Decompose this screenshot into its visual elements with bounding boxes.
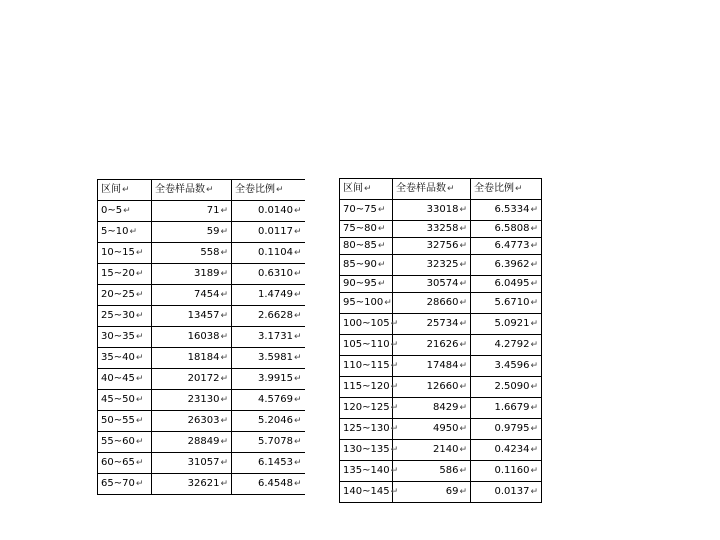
- ratio-cell: 6.5808↵: [471, 221, 542, 238]
- paragraph-mark-icon: ↵: [135, 248, 144, 258]
- paragraph-mark-icon: ↵: [293, 248, 302, 258]
- count-cell: 33258↵: [393, 221, 471, 238]
- count-cell: 4950↵: [393, 419, 471, 440]
- range-cell: 140~145↵: [340, 482, 393, 503]
- table-row: [340, 255, 542, 276]
- paragraph-mark-icon: ↵: [390, 319, 399, 329]
- range-cell: 130~135↵: [340, 440, 393, 461]
- ratio-cell: 5.0921↵: [471, 314, 542, 335]
- paragraph-mark-icon: ↵: [293, 227, 302, 237]
- paragraph-mark-icon: ↵: [459, 445, 467, 455]
- header-range: 区间↵: [340, 179, 393, 200]
- table-row: [340, 461, 542, 482]
- paragraph-mark-icon: ↵: [377, 224, 386, 234]
- header-count: 全卷样品数↵: [393, 179, 471, 200]
- ratio-cell: 0.0140↵: [232, 201, 305, 222]
- paragraph-mark-icon: ↵: [135, 374, 144, 384]
- table-row: [98, 243, 305, 264]
- paragraph-mark-icon: ↵: [459, 279, 467, 289]
- paragraph-mark-icon: ↵: [293, 311, 302, 321]
- range-cell: 75~80↵: [340, 221, 393, 238]
- paragraph-mark-icon: ↵: [220, 479, 228, 489]
- paragraph-mark-icon: ↵: [459, 260, 467, 270]
- paragraph-mark-icon: ↵: [220, 416, 228, 426]
- paragraph-mark-icon: ↵: [459, 298, 467, 308]
- count-cell: 18184↵: [152, 348, 232, 369]
- paragraph-mark-icon: ↵: [390, 424, 399, 434]
- ratio-cell: 0.1160↵: [471, 461, 542, 482]
- range-cell: 135~140↵: [340, 461, 393, 482]
- count-cell: 586↵: [393, 461, 471, 482]
- paragraph-mark-icon: ↵: [530, 445, 538, 455]
- paragraph-mark-icon: ↵: [390, 445, 399, 455]
- count-cell: 31057↵: [152, 453, 232, 474]
- table-row: [98, 327, 305, 348]
- table-row: [98, 264, 305, 285]
- paragraph-mark-icon: ↵: [530, 279, 538, 289]
- table-row: [340, 440, 542, 461]
- count-cell: 8429↵: [393, 398, 471, 419]
- paragraph-mark-icon: ↵: [220, 353, 228, 363]
- paragraph-mark-icon: ↵: [220, 248, 228, 258]
- paragraph-mark-icon: ↵: [530, 205, 538, 215]
- count-cell: 32325↵: [393, 255, 471, 276]
- count-cell: 20172↵: [152, 369, 232, 390]
- paragraph-mark-icon: ↵: [293, 353, 302, 363]
- table-row: [98, 369, 305, 390]
- table-row: [340, 377, 542, 398]
- header-ratio: 全卷比例↵: [232, 180, 305, 201]
- paragraph-mark-icon: ↵: [135, 269, 144, 279]
- ratio-cell: 2.5090↵: [471, 377, 542, 398]
- ratio-cell: 0.0137↵: [471, 482, 542, 503]
- header-row: [340, 179, 542, 200]
- paragraph-mark-icon: ↵: [515, 184, 523, 194]
- range-cell: 55~60↵: [98, 432, 152, 453]
- paragraph-mark-icon: ↵: [459, 224, 467, 234]
- paragraph-mark-icon: ↵: [384, 298, 392, 308]
- paragraph-mark-icon: ↵: [530, 340, 538, 350]
- range-cell: 40~45↵: [98, 369, 152, 390]
- count-cell: 13457↵: [152, 306, 232, 327]
- range-cell: 35~40↵: [98, 348, 152, 369]
- count-cell: 28849↵: [152, 432, 232, 453]
- paragraph-mark-icon: ↵: [129, 227, 138, 237]
- ratio-cell: 0.6310↵: [232, 264, 305, 285]
- paragraph-mark-icon: ↵: [135, 437, 144, 447]
- header-row: [98, 180, 305, 201]
- ratio-cell: 6.0495↵: [471, 276, 542, 293]
- paragraph-mark-icon: ↵: [459, 319, 467, 329]
- paragraph-mark-icon: ↵: [135, 353, 144, 363]
- paragraph-mark-icon: ↵: [459, 361, 467, 371]
- paragraph-mark-icon: ↵: [530, 466, 538, 476]
- ratio-cell: 1.4749↵: [232, 285, 305, 306]
- paragraph-mark-icon: ↵: [220, 332, 228, 342]
- ratio-cell: 0.4234↵: [471, 440, 542, 461]
- count-cell: 17484↵: [393, 356, 471, 377]
- paragraph-mark-icon: ↵: [377, 205, 386, 215]
- table-row: [98, 453, 305, 474]
- paragraph-mark-icon: ↵: [220, 437, 228, 447]
- range-cell: 100~105↵: [340, 314, 393, 335]
- ratio-cell: 3.1731↵: [232, 327, 305, 348]
- range-cell: 65~70↵: [98, 474, 152, 495]
- paragraph-mark-icon: ↵: [122, 185, 130, 195]
- paragraph-mark-icon: ↵: [530, 260, 538, 270]
- range-cell: 15~20↵: [98, 264, 152, 285]
- range-cell: 30~35↵: [98, 327, 152, 348]
- ratio-cell: 5.2046↵: [232, 411, 305, 432]
- table-row: [98, 474, 305, 495]
- paragraph-mark-icon: ↵: [135, 311, 144, 321]
- paragraph-mark-icon: ↵: [293, 479, 302, 489]
- paragraph-mark-icon: ↵: [390, 361, 399, 371]
- count-cell: 32621↵: [152, 474, 232, 495]
- paragraph-mark-icon: ↵: [220, 290, 228, 300]
- table-row: [340, 419, 542, 440]
- range-cell: 0~5↵: [98, 201, 152, 222]
- paragraph-mark-icon: ↵: [530, 424, 538, 434]
- paragraph-mark-icon: ↵: [459, 466, 467, 476]
- table-row: [98, 411, 305, 432]
- paragraph-mark-icon: ↵: [390, 487, 399, 497]
- paragraph-mark-icon: ↵: [459, 340, 467, 350]
- count-cell: 21626↵: [393, 335, 471, 356]
- table-row: [98, 432, 305, 453]
- left-data-table: [97, 179, 305, 495]
- paragraph-mark-icon: ↵: [135, 332, 144, 342]
- paragraph-mark-icon: ↵: [220, 227, 228, 237]
- count-cell: 32756↵: [393, 238, 471, 255]
- paragraph-mark-icon: ↵: [530, 224, 538, 234]
- paragraph-mark-icon: ↵: [530, 319, 538, 329]
- ratio-cell: 0.1104↵: [232, 243, 305, 264]
- range-cell: 70~75↵: [340, 200, 393, 221]
- paragraph-mark-icon: ↵: [459, 241, 467, 251]
- table-row: [340, 314, 542, 335]
- ratio-cell: 6.5334↵: [471, 200, 542, 221]
- paragraph-mark-icon: ↵: [390, 340, 399, 350]
- count-cell: 28660↵: [393, 293, 471, 314]
- paragraph-mark-icon: ↵: [459, 403, 467, 413]
- paragraph-mark-icon: ↵: [220, 206, 228, 216]
- table-row: [98, 348, 305, 369]
- table-row: [340, 335, 542, 356]
- table-row: [98, 201, 305, 222]
- range-cell: 120~125↵: [340, 398, 393, 419]
- range-cell: 45~50↵: [98, 390, 152, 411]
- ratio-cell: 0.9795↵: [471, 419, 542, 440]
- header-count: 全卷样品数↵: [152, 180, 232, 201]
- paragraph-mark-icon: ↵: [530, 382, 538, 392]
- table-row: [98, 390, 305, 411]
- ratio-cell: 6.4548↵: [232, 474, 305, 495]
- count-cell: 2140↵: [393, 440, 471, 461]
- paragraph-mark-icon: ↵: [123, 206, 131, 216]
- range-cell: 50~55↵: [98, 411, 152, 432]
- table-row: [340, 398, 542, 419]
- paragraph-mark-icon: ↵: [390, 466, 399, 476]
- ratio-cell: 6.3962↵: [471, 255, 542, 276]
- count-cell: 16038↵: [152, 327, 232, 348]
- paragraph-mark-icon: ↵: [220, 395, 228, 405]
- range-cell: 5~10↵: [98, 222, 152, 243]
- paragraph-mark-icon: ↵: [293, 437, 302, 447]
- count-cell: 59↵: [152, 222, 232, 243]
- paragraph-mark-icon: ↵: [293, 332, 302, 342]
- paragraph-mark-icon: ↵: [220, 311, 228, 321]
- header-range: 区间↵: [98, 180, 152, 201]
- paragraph-mark-icon: ↵: [135, 479, 144, 489]
- paragraph-mark-icon: ↵: [459, 487, 467, 497]
- right-data-table: [339, 178, 542, 503]
- paragraph-mark-icon: ↵: [459, 382, 467, 392]
- ratio-cell: 4.2792↵: [471, 335, 542, 356]
- paragraph-mark-icon: ↵: [135, 395, 144, 405]
- ratio-cell: 3.4596↵: [471, 356, 542, 377]
- table-row: [98, 222, 305, 243]
- count-cell: 30574↵: [393, 276, 471, 293]
- count-cell: 23130↵: [152, 390, 232, 411]
- paragraph-mark-icon: ↵: [276, 185, 284, 195]
- ratio-cell: 1.6679↵: [471, 398, 542, 419]
- ratio-cell: 5.7078↵: [232, 432, 305, 453]
- paragraph-mark-icon: ↵: [220, 374, 228, 384]
- paragraph-mark-icon: ↵: [135, 416, 144, 426]
- range-cell: 105~110↵: [340, 335, 393, 356]
- paragraph-mark-icon: ↵: [293, 395, 302, 405]
- table-row: [340, 293, 542, 314]
- count-cell: 3189↵: [152, 264, 232, 285]
- paragraph-mark-icon: ↵: [135, 458, 144, 468]
- paragraph-mark-icon: ↵: [377, 241, 386, 251]
- count-cell: 26303↵: [152, 411, 232, 432]
- paragraph-mark-icon: ↵: [293, 269, 302, 279]
- table-row: [98, 285, 305, 306]
- ratio-cell: 0.0117↵: [232, 222, 305, 243]
- range-cell: 80~85↵: [340, 238, 393, 255]
- table-row: [98, 306, 305, 327]
- paragraph-mark-icon: ↵: [364, 184, 372, 194]
- table-row: [340, 356, 542, 377]
- range-cell: 115~120↵: [340, 377, 393, 398]
- ratio-cell: 4.5769↵: [232, 390, 305, 411]
- paragraph-mark-icon: ↵: [293, 416, 302, 426]
- count-cell: 25734↵: [393, 314, 471, 335]
- paragraph-mark-icon: ↵: [530, 241, 538, 251]
- paragraph-mark-icon: ↵: [293, 458, 302, 468]
- ratio-cell: 6.1453↵: [232, 453, 305, 474]
- range-cell: 90~95↵: [340, 276, 393, 293]
- paragraph-mark-icon: ↵: [447, 184, 455, 194]
- paragraph-mark-icon: ↵: [459, 424, 467, 434]
- header-ratio: 全卷比例↵: [471, 179, 542, 200]
- paragraph-mark-icon: ↵: [459, 205, 467, 215]
- range-cell: 20~25↵: [98, 285, 152, 306]
- paragraph-mark-icon: ↵: [293, 290, 302, 300]
- count-cell: 33018↵: [393, 200, 471, 221]
- range-cell: 85~90↵: [340, 255, 393, 276]
- paragraph-mark-icon: ↵: [293, 374, 302, 384]
- range-cell: 110~115↵: [340, 356, 393, 377]
- range-cell: 25~30↵: [98, 306, 152, 327]
- count-cell: 12660↵: [393, 377, 471, 398]
- table-row: [340, 482, 542, 503]
- paragraph-mark-icon: ↵: [530, 487, 538, 497]
- count-cell: 7454↵: [152, 285, 232, 306]
- table-row: [340, 200, 542, 221]
- paragraph-mark-icon: ↵: [220, 269, 228, 279]
- paragraph-mark-icon: ↵: [530, 361, 538, 371]
- table-row: [340, 221, 542, 238]
- paragraph-mark-icon: ↵: [530, 298, 538, 308]
- paragraph-mark-icon: ↵: [530, 403, 538, 413]
- table-row: [340, 276, 542, 293]
- count-cell: 69↵: [393, 482, 471, 503]
- paragraph-mark-icon: ↵: [206, 185, 214, 195]
- ratio-cell: 3.5981↵: [232, 348, 305, 369]
- paragraph-mark-icon: ↵: [293, 206, 302, 216]
- ratio-cell: 5.6710↵: [471, 293, 542, 314]
- ratio-cell: 2.6628↵: [232, 306, 305, 327]
- paragraph-mark-icon: ↵: [135, 290, 144, 300]
- count-cell: 558↵: [152, 243, 232, 264]
- ratio-cell: 6.4773↵: [471, 238, 542, 255]
- range-cell: 60~65↵: [98, 453, 152, 474]
- paragraph-mark-icon: ↵: [377, 279, 386, 289]
- range-cell: 95~100↵: [340, 293, 393, 314]
- paragraph-mark-icon: ↵: [390, 403, 399, 413]
- range-cell: 10~15↵: [98, 243, 152, 264]
- paragraph-mark-icon: ↵: [390, 382, 399, 392]
- ratio-cell: 3.9915↵: [232, 369, 305, 390]
- paragraph-mark-icon: ↵: [377, 260, 386, 270]
- count-cell: 71↵: [152, 201, 232, 222]
- range-cell: 125~130↵: [340, 419, 393, 440]
- paragraph-mark-icon: ↵: [220, 458, 228, 468]
- table-row: [340, 238, 542, 255]
